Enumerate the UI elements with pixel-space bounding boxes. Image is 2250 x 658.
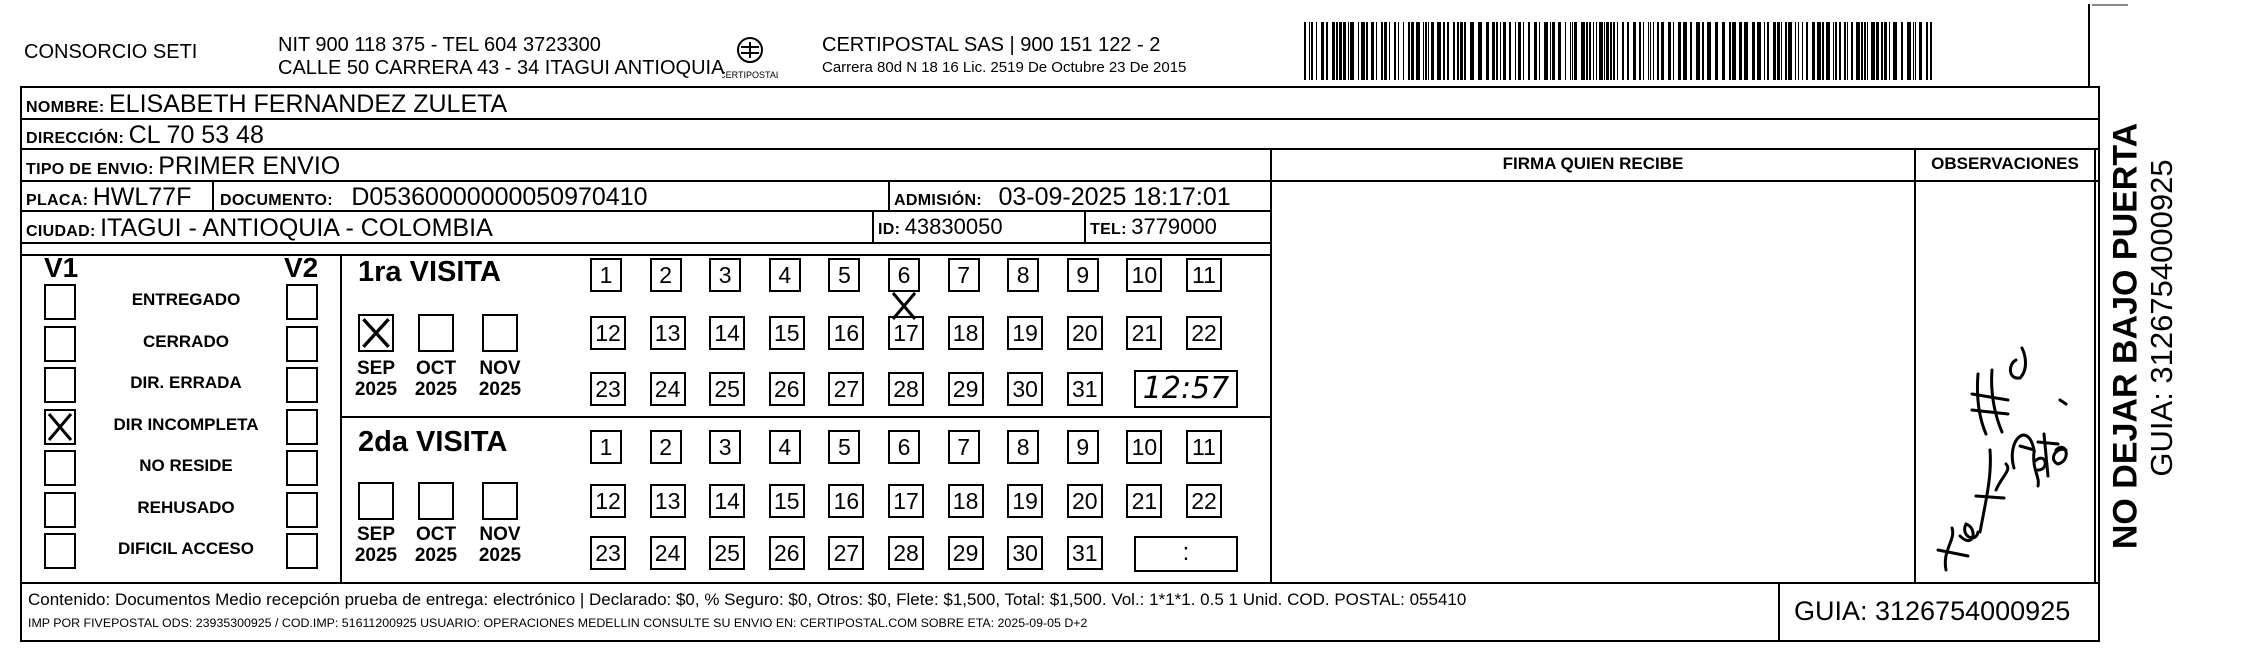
ciudad-value: ITAGUI - ANTIOQUIA - COLOMBIA <box>100 214 493 242</box>
month-year: 2025 <box>478 379 522 400</box>
outcome-label: DIR INCOMPLETA <box>113 414 259 434</box>
corner-mark <box>2092 4 2128 6</box>
day-number: 1 <box>599 262 613 288</box>
day-box[interactable] <box>1007 430 1039 464</box>
day-box[interactable] <box>828 536 864 570</box>
day-box[interactable] <box>650 316 686 350</box>
day-number: 18 <box>952 488 979 514</box>
v2-checkbox[interactable] <box>286 284 318 320</box>
observaciones-label: OBSERVACIONES <box>1931 154 2079 173</box>
month-name: NOV <box>479 358 521 379</box>
day-number: 22 <box>1191 320 1217 346</box>
side-frame-top <box>2088 4 2090 86</box>
day-box[interactable] <box>769 316 805 350</box>
month-label <box>408 524 464 566</box>
month-checkbox[interactable] <box>482 482 518 520</box>
day-box[interactable] <box>948 536 984 570</box>
day-box[interactable] <box>888 316 924 350</box>
day-box[interactable] <box>650 484 686 518</box>
day-number: 20 <box>1072 320 1098 346</box>
day-box[interactable] <box>828 430 860 464</box>
day-number: 7 <box>957 262 970 288</box>
day-box[interactable] <box>1007 372 1043 406</box>
day-box[interactable] <box>590 536 626 570</box>
certipostal-line: CERTIPOSTAL SAS | 900 151 122 - 2 <box>822 34 1161 56</box>
firma-label: FIRMA QUIEN RECIBE <box>1502 154 1684 173</box>
nombre-label: NOMBRE: <box>26 99 105 116</box>
day-box[interactable] <box>948 316 984 350</box>
day-box[interactable] <box>1067 484 1103 518</box>
outcome-label: CERRADO <box>143 331 229 351</box>
day-number: 19 <box>1012 488 1038 514</box>
day-number: 14 <box>714 488 740 514</box>
day-box[interactable] <box>1007 484 1043 518</box>
day-box[interactable] <box>650 536 686 570</box>
day-number: 28 <box>893 540 919 566</box>
day-number: 6 <box>897 434 911 460</box>
admision-row <box>894 183 1231 212</box>
day-number: 25 <box>714 376 740 402</box>
visit2-time[interactable]: : <box>1134 536 1238 572</box>
admision-value: 03-09-2025 18:17:01 <box>998 183 1231 211</box>
footer-contenido: Contenido: Documentos Medio recepción prueba de entrega: electrónico | Declarado: $0, % Seguro: $0, Otros: $0, Flete: $1,500, Total: $1,500. Vol.: 1*1*1. 0.5 1 Unid. COD. POSTAL: 055410 <box>28 590 1467 609</box>
v1-checkbox[interactable] <box>44 284 76 320</box>
day-box[interactable] <box>650 258 682 292</box>
day-number: 4 <box>778 434 792 460</box>
month-name: OCT <box>415 358 457 379</box>
day-number: 31 <box>1072 540 1098 566</box>
day-box[interactable] <box>1126 484 1162 518</box>
day-box[interactable] <box>1067 316 1103 350</box>
day-box[interactable] <box>590 484 626 518</box>
day-number: 13 <box>654 488 681 514</box>
day-box[interactable] <box>769 430 801 464</box>
tipo-label: TIPO DE ENVIO: <box>26 161 154 178</box>
day-number: 25 <box>714 540 740 566</box>
day-number: 21 <box>1131 488 1158 514</box>
documento-label: DOCUMENTO: <box>220 192 333 209</box>
month-label <box>408 358 464 400</box>
day-box[interactable] <box>1126 258 1162 292</box>
tel-value: 3779000 <box>1131 214 1217 239</box>
day-number: 16 <box>833 488 860 514</box>
day-box[interactable] <box>769 536 805 570</box>
v1-label: V1 <box>44 252 79 283</box>
month-checkbox[interactable] <box>482 314 518 352</box>
day-number: 5 <box>837 262 851 288</box>
v1-checkbox[interactable] <box>44 533 76 569</box>
admision-label: ADMISIÓN: <box>894 192 983 209</box>
outcome-label: DIR. ERRADA <box>130 373 242 392</box>
outcome-label: DIFICIL ACCESO <box>117 539 254 558</box>
day-number: 12 <box>595 488 621 514</box>
day-box[interactable] <box>1186 316 1222 350</box>
day-box[interactable] <box>769 484 805 518</box>
month-checkbox[interactable] <box>358 482 394 520</box>
day-box[interactable] <box>1126 316 1162 350</box>
license-line: Carrera 80d N 18 16 Lic. 2519 De Octubre 23 De 2015 <box>822 59 1187 76</box>
day-box[interactable] <box>590 316 626 350</box>
ciudad-label: CIUDAD: <box>26 223 96 240</box>
day-box[interactable] <box>1007 536 1043 570</box>
month-checkbox[interactable] <box>418 314 454 352</box>
day-number: 21 <box>1131 320 1158 346</box>
day-box[interactable] <box>709 316 745 350</box>
direccion-label: DIRECCIÓN: <box>26 130 125 147</box>
v1-checkbox[interactable] <box>44 450 76 486</box>
visit1-time[interactable]: 12:57 <box>1134 370 1238 408</box>
day-box[interactable] <box>590 258 622 292</box>
day-number: 3 <box>718 434 732 460</box>
day-box[interactable] <box>948 258 980 292</box>
day-box[interactable] <box>948 372 984 406</box>
footer-imp: IMP POR FIVEPOSTAL ODS: 23935300925 / COD.IMP: 51611200925 USUARIO: OPERACIONES MEDELLIN CONSULTE SU ENVIO EN: CERTIPOSTAL.COM SOBRE ETA: 2025-09-05 D+2 <box>28 616 1088 630</box>
day-number: 4 <box>778 262 792 288</box>
v2-label: V2 <box>284 252 319 283</box>
day-box[interactable] <box>709 258 741 292</box>
day-box[interactable] <box>1186 484 1222 518</box>
month-name: OCT <box>415 524 457 545</box>
day-box[interactable] <box>590 372 626 406</box>
nombre-value: ELISABETH FERNANDEZ ZULETA <box>109 90 508 118</box>
direccion-row <box>26 121 264 150</box>
signature-area[interactable] <box>1272 182 1914 582</box>
day-number: 10 <box>1131 262 1158 288</box>
day-number: 11 <box>1192 434 1216 460</box>
day-number: 29 <box>952 540 979 566</box>
day-box[interactable] <box>1067 430 1099 464</box>
day-box[interactable] <box>888 430 920 464</box>
day-box[interactable] <box>1007 258 1039 292</box>
v1-checkbox[interactable] <box>44 492 76 528</box>
day-number: 23 <box>595 376 621 402</box>
v2-checkbox[interactable] <box>286 367 318 403</box>
day-number: 30 <box>1012 376 1038 402</box>
id-label: ID: <box>878 221 901 238</box>
day-box[interactable] <box>590 430 622 464</box>
month-checkbox[interactable] <box>358 314 394 352</box>
day-number: 28 <box>893 376 919 402</box>
day-box[interactable] <box>709 536 745 570</box>
company-name: CONSORCIO SETI <box>24 41 198 63</box>
day-number: 20 <box>1072 488 1098 514</box>
day-box[interactable] <box>769 258 801 292</box>
tel-row <box>1090 214 1217 240</box>
barcode <box>1302 22 1942 82</box>
day-number: 17 <box>893 320 919 346</box>
nombre-row <box>26 90 507 119</box>
visit1-title: 1ra VISITA <box>358 256 501 288</box>
month-label <box>348 358 404 400</box>
month-year: 2025 <box>354 545 398 566</box>
v2-checkbox[interactable] <box>286 326 318 362</box>
outcome-label: ENTREGADO <box>131 290 241 309</box>
day-number: 30 <box>1012 540 1038 566</box>
day-number: 2 <box>659 434 672 460</box>
day-box[interactable] <box>1067 536 1103 570</box>
v2-checkbox[interactable] <box>286 450 318 486</box>
v2-checkbox[interactable] <box>286 409 318 445</box>
month-name: SEP <box>356 524 396 545</box>
day-number: 2 <box>659 262 672 288</box>
day-number: 24 <box>654 376 681 402</box>
day-box[interactable] <box>828 316 864 350</box>
month-label <box>472 358 528 400</box>
day-number: 22 <box>1191 488 1217 514</box>
day-box[interactable] <box>888 258 920 292</box>
day-box[interactable] <box>1067 258 1099 292</box>
address-line: CALLE 50 CARRERA 43 - 34 ITAGUI ANTIOQUIA <box>278 57 725 79</box>
ciudad-row <box>26 214 493 243</box>
day-number: 5 <box>837 434 851 460</box>
day-number: 9 <box>1076 262 1090 288</box>
day-number: 17 <box>893 488 919 514</box>
month-year: 2025 <box>414 379 458 400</box>
day-box[interactable] <box>650 430 682 464</box>
month-label <box>348 524 404 566</box>
documento-value: D05360000000050970410 <box>351 183 648 211</box>
placa-row <box>26 183 191 212</box>
day-box[interactable] <box>888 372 924 406</box>
day-number: 6 <box>897 262 911 288</box>
day-box[interactable] <box>828 484 864 518</box>
placa-label: PLACA: <box>26 192 89 209</box>
day-box[interactable] <box>888 536 924 570</box>
handwritten-note <box>1916 300 2094 580</box>
day-box[interactable] <box>1007 316 1043 350</box>
documento-row <box>220 183 648 212</box>
day-number: 16 <box>833 320 860 346</box>
side-guia <box>2140 112 2184 560</box>
tipo-value: PRIMER ENVIO <box>158 152 341 180</box>
day-number: 23 <box>595 540 621 566</box>
day-number: 1 <box>599 434 613 460</box>
day-box[interactable] <box>828 372 864 406</box>
outcome-label: REHUSADO <box>137 497 235 517</box>
day-box[interactable] <box>709 430 741 464</box>
direccion-value: CL 70 53 48 <box>128 121 264 149</box>
day-number: 18 <box>952 320 979 346</box>
month-checkbox[interactable] <box>418 482 454 520</box>
v2-checkbox[interactable] <box>286 492 318 528</box>
day-box[interactable] <box>1186 258 1222 292</box>
day-number: 8 <box>1016 262 1030 288</box>
day-box[interactable] <box>769 372 805 406</box>
tel-label: TEL: <box>1090 221 1127 238</box>
day-box[interactable] <box>1126 430 1162 464</box>
day-number: 19 <box>1012 320 1038 346</box>
footer-guia: GUIA: 3126754000925 <box>1794 596 2071 626</box>
month-name: NOV <box>479 524 521 545</box>
month-year: 2025 <box>478 545 522 566</box>
day-box[interactable] <box>828 258 860 292</box>
day-number: 15 <box>774 320 800 346</box>
day-number: 26 <box>774 540 800 566</box>
v2-checkbox[interactable] <box>286 533 318 569</box>
month-year: 2025 <box>414 545 458 566</box>
placa-value: HWL77F <box>92 183 192 211</box>
month-label <box>472 524 528 566</box>
day-number: 31 <box>1072 376 1098 402</box>
logo-wordmark: CERTIPOSTAL <box>722 70 778 80</box>
day-number: 15 <box>774 488 800 514</box>
day-box[interactable] <box>1067 372 1103 406</box>
day-number: 8 <box>1016 434 1030 460</box>
day-number: 27 <box>833 376 860 402</box>
day-number: 10 <box>1131 434 1158 460</box>
v1-checkbox[interactable] <box>44 367 76 403</box>
day-number: 27 <box>833 540 860 566</box>
visit2-title: 2da VISITA <box>358 426 508 458</box>
day-number: 13 <box>654 320 681 346</box>
day-box[interactable] <box>888 484 924 518</box>
certipostal-logo <box>722 34 778 82</box>
day-box[interactable] <box>948 484 984 518</box>
side-guia-text: GUIA: 3126754000925 <box>2144 159 2179 477</box>
outcome-label: NO RESIDE <box>139 456 233 475</box>
day-number: 26 <box>774 376 800 402</box>
day-box[interactable] <box>650 372 686 406</box>
day-number: 7 <box>957 434 970 460</box>
v1-checkbox[interactable] <box>44 409 76 445</box>
nit-line: NIT 900 118 375 - TEL 604 3723300 <box>278 34 601 56</box>
v1-checkbox[interactable] <box>44 326 76 362</box>
day-number: 3 <box>718 262 732 288</box>
day-number: 24 <box>654 540 681 566</box>
day-box[interactable] <box>709 372 745 406</box>
day-number: 14 <box>714 320 740 346</box>
id-value: 43830050 <box>904 214 1003 239</box>
no-dejar-text: NO DEJAR BAJO PUERTA <box>2106 122 2145 550</box>
tipo-row <box>26 152 340 181</box>
day-box[interactable] <box>948 430 980 464</box>
month-year: 2025 <box>354 379 398 400</box>
day-number: 12 <box>595 320 621 346</box>
observaciones-area[interactable] <box>1916 300 2094 580</box>
day-number: 9 <box>1076 434 1090 460</box>
day-number: 11 <box>1192 262 1216 288</box>
day-box[interactable] <box>1186 430 1222 464</box>
day-number: 29 <box>952 376 979 402</box>
day-box[interactable] <box>709 484 745 518</box>
month-name: SEP <box>356 358 396 379</box>
id-row <box>878 214 1003 240</box>
